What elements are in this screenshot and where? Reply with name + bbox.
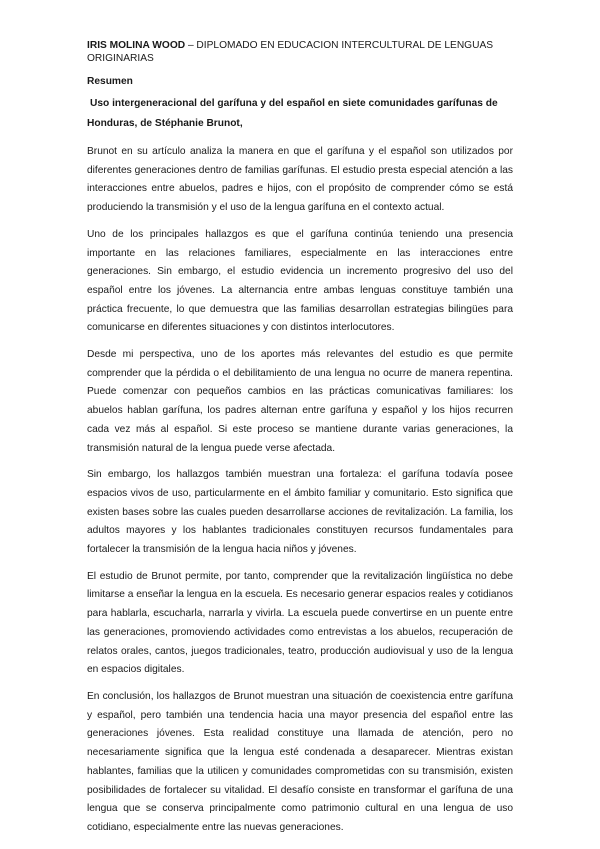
paragraph-6: En conclusión, los hallazgos de Brunot muestran una situación de coexistencia entre garífuna y español, pero también una tendencia hacia una mayor presencia del español entre las generaciones jóvenes. Esta realidad constituye una llamada de atención, pero no necesariamente significa que la lengua esté condenada a desaparecer. Mientras existan hablantes, familias que la utilicen y comunidades comprometidas con su transmisión, existen posibilidades de fortalecer su vitalidad. El desafío consiste en transformar el garífuna de una lengua que se conserva principalmente como patrimonio cultural en una lengua de uso cotidiano, especialmente entre las nuevas generaciones. [87,690,513,833]
author-name: IRIS MOLINA WOOD [87,40,186,51]
paragraph-1: Brunot en su artículo analiza la manera en que el garífuna y el español son utilizados por diferentes generaciones dentro de familias garífunas. El estudio presta especial atención a las interacciones entre abuelos, padres e hijos, con el propósito de comprender cómo se está produciendo la transmisión y el uso de la lengua garífuna en el contexto actual. [87,146,513,214]
course-name: – DIPLOMADO EN EDUCACION INTERCULTURAL DE LENGUAS ORIGINARIAS [87,40,494,64]
document-title: Uso intergeneracional del garífuna y del español en siete comunidades garífunas de Honduras, de Stéphanie Brunot, [87,98,498,129]
paragraph-5: El estudio de Brunot permite, por tanto, comprender que la revitalización lingüística no debe limitarse a enseñar la lengua en la escuela. Es necesario generar espacios reales y cotidianos para hablarla, escucharla, narrarla y vivirla. La escuela puede convertirse en un puente entre las generaciones, promoviendo actividades como entrevistas a los abuelos, recuperación de relatos orales, cantos, juegos tradicionales, teatro, producción audiovisual y uso de la lengua en espacios digitales. [87,570,513,676]
document-page [87,39,513,838]
document-header [87,39,513,65]
section-label: Resumen [87,76,133,87]
paragraph-3: Desde mi perspectiva, uno de los aportes más relevantes del estudio es que permite comprender que la pérdida o el debilitamiento de una lengua no ocurre de manera repentina. Puede comenzar con pequeños cambios en las prácticas comunicativas familiares: los abuelos hablan garífuna, los padres alternan entre garífuna y español y los hijos recurren cada vez más al español. Si este proceso se mantiene durante varias generaciones, la transmisión natural de la lengua puede verse afectada. [87,349,513,454]
paragraph-4: Sin embargo, los hallazgos también muestran una fortaleza: el garífuna todavía posee espacios vivos de uso, particularmente en el ámbito familiar y comunitario. Esto significa que existen bases sobre las cuales pueden desarrollarse acciones de revitalización. La familia, los adultos mayores y los hablantes tradicionales constituyen recursos fundamentales para fortalecer la transmisión de la lengua hacia niños y jóvenes. [87,469,513,556]
paragraph-2: Uno de los principales hallazgos es que el garífuna continúa teniendo una presencia importante en las relaciones familiares, especialmente en las interacciones entre generaciones. Sin embargo, el estudio evidencia un incremento progresivo del uso del español entre los jóvenes. La alternancia entre ambas lenguas constituye también una práctica frecuente, lo que demuestra que las familias desarrollan estrategias bilingües para comunicarse en diferentes situaciones y con distintos interlocutores. [87,228,513,334]
